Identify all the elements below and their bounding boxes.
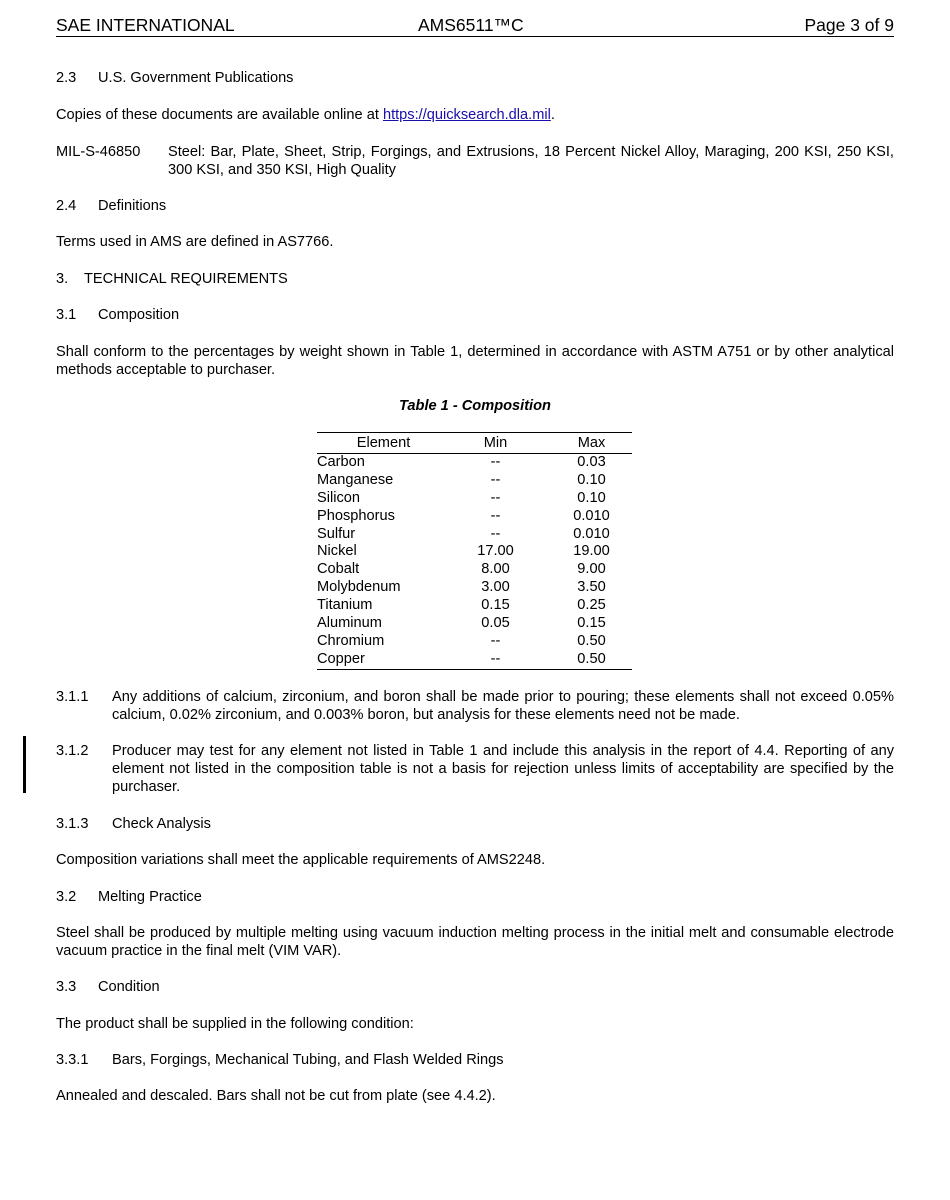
composition-table — [317, 432, 632, 670]
composition-paragraph: Shall conform to the percentages by weight shown in Table 1, determined in accordance with ASTM A751 or by other analytical methods acceptable to purchaser. — [56, 344, 894, 378]
table-header-row — [317, 433, 632, 454]
section-number: 3.1.2 — [56, 743, 89, 759]
section-title: Definitions — [98, 198, 167, 214]
section-2-4-heading — [56, 197, 894, 215]
section-title: Condition — [98, 979, 160, 995]
cell-max: 0.010 — [573, 507, 610, 524]
section-3-1-2 — [56, 742, 894, 796]
section-text: Producer may test for any element not listed in Table 1 and include this analysis in the report of 4.4. Reporting of any element not listed in the composition table is not a basis for rejection unless limits of acceptability are specified by the purchaser. — [112, 743, 894, 795]
section-number: 3. — [56, 271, 69, 287]
section-number: 3.1 — [56, 307, 77, 323]
cell-element: Silicon — [317, 489, 360, 506]
copies-text: Copies of these documents are available online at — [56, 107, 383, 123]
cell-element: Aluminum — [317, 615, 382, 632]
change-bar — [23, 736, 26, 793]
cell-max: 9.00 — [577, 561, 606, 578]
section-3-1-1 — [56, 688, 894, 724]
section-title: U.S. Government Publications — [98, 70, 294, 86]
cell-element: Carbon — [317, 454, 365, 470]
mil-spec-id: MIL-S-46850 — [56, 144, 141, 160]
section-3-1-heading — [56, 306, 894, 324]
table-row — [317, 454, 632, 472]
table-row — [317, 508, 632, 526]
cell-min: 3.00 — [481, 579, 510, 596]
definitions-paragraph: Terms used in AMS are defined in AS7766. — [56, 234, 334, 250]
section-2-3-heading — [56, 69, 894, 87]
cell-min: -- — [490, 507, 501, 524]
section-text: Any additions of calcium, zirconium, and boron shall be made prior to pouring; these elements shall not exceed 0.05% calcium, 0.02% zirconium, and 0.003% boron, but analysis for these elements need not be made. — [112, 689, 894, 723]
header-org: SAE INTERNATIONAL — [56, 15, 235, 35]
cell-element: Phosphorus — [317, 507, 395, 524]
cell-max: 0.10 — [577, 489, 606, 506]
section-3-3-1-heading — [56, 1051, 894, 1069]
table-row — [317, 597, 632, 615]
cell-min: -- — [490, 525, 501, 542]
section-title: Bars, Forgings, Mechanical Tubing, and Flash Welded Rings — [112, 1052, 504, 1068]
header-doc-id: AMS6511™C — [418, 15, 524, 35]
section-number: 3.3.1 — [56, 1052, 89, 1068]
table-row — [317, 543, 632, 561]
section-number: 2.3 — [56, 70, 77, 86]
section-3-2-heading — [56, 888, 894, 906]
cell-element: Molybdenum — [317, 579, 401, 596]
cell-min: 0.15 — [481, 597, 510, 614]
section-3-1-3-heading — [56, 815, 894, 833]
cell-max: 0.03 — [577, 454, 606, 470]
cell-element: Copper — [317, 650, 365, 667]
table-row — [317, 561, 632, 579]
section-title: TECHNICAL REQUIREMENTS — [84, 271, 288, 287]
table-row — [317, 615, 632, 633]
table-row — [317, 651, 632, 669]
cell-element: Chromium — [317, 632, 385, 649]
cell-max: 0.50 — [577, 650, 606, 667]
cell-min: -- — [490, 632, 501, 649]
cell-min: 0.05 — [481, 615, 510, 632]
section-number: 2.4 — [56, 198, 77, 214]
table-row — [317, 633, 632, 651]
melting-paragraph: Steel shall be produced by multiple melting using vacuum induction melting process in the initial melt and consumable electrode vacuum practice in the final melt (VIM VAR). — [56, 925, 894, 959]
section-title: Composition — [98, 307, 180, 323]
mil-spec-description: Steel: Bar, Plate, Sheet, Strip, Forgings, and Extrusions, 18 Percent Nickel Alloy, Maraging, 200 KSI, 250 KSI, 300 KSI, and 350 KSI, High Quality — [168, 144, 894, 178]
cell-min: 17.00 — [477, 543, 514, 560]
section-title: Check Analysis — [112, 816, 211, 832]
cell-element: Cobalt — [317, 561, 360, 578]
section-number: 3.1.1 — [56, 689, 89, 705]
cell-min: -- — [490, 471, 501, 488]
cell-element: Sulfur — [317, 525, 356, 542]
table-row — [317, 472, 632, 490]
header-element: Element — [356, 435, 411, 451]
header-min: Min — [483, 435, 508, 451]
condition-paragraph: The product shall be supplied in the following condition: — [56, 1016, 414, 1032]
cell-min: -- — [490, 489, 501, 506]
annealed-paragraph: Annealed and descaled. Bars shall not be cut from plate (see 4.4.2). — [56, 1088, 496, 1104]
cell-min: 8.00 — [481, 561, 510, 578]
cell-max: 0.50 — [577, 632, 606, 649]
section-number: 3.2 — [56, 889, 77, 905]
copies-end: . — [550, 107, 555, 123]
header-page-number: Page 3 of 9 — [804, 15, 894, 35]
section-number: 3.3 — [56, 979, 77, 995]
section-number: 3.1.3 — [56, 816, 89, 832]
cell-min: -- — [490, 650, 501, 667]
section-3-3-heading — [56, 978, 894, 996]
cell-element: Manganese — [317, 471, 394, 488]
cell-max: 19.00 — [573, 543, 610, 560]
section-3-heading — [56, 270, 894, 288]
page-header — [56, 14, 894, 37]
cell-max: 0.15 — [577, 615, 606, 632]
check-analysis-paragraph: Composition variations shall meet the applicable requirements of AMS2248. — [56, 852, 546, 868]
section-title: Melting Practice — [98, 889, 202, 905]
cell-max: 0.10 — [577, 471, 606, 488]
cell-element: Titanium — [317, 597, 373, 614]
table-row — [317, 490, 632, 508]
header-max: Max — [577, 435, 606, 451]
table-row — [317, 526, 632, 544]
cell-max: 3.50 — [577, 579, 606, 596]
table-title: Table 1 - Composition — [399, 398, 551, 414]
cell-min: -- — [490, 454, 501, 470]
copies-paragraph — [56, 106, 894, 124]
dla-link[interactable]: https://quicksearch.dla.mil — [382, 107, 551, 123]
mil-spec-reference — [56, 143, 894, 179]
cell-max: 0.010 — [573, 525, 610, 542]
table-row — [317, 579, 632, 597]
cell-element: Nickel — [317, 543, 357, 560]
cell-max: 0.25 — [577, 597, 606, 614]
